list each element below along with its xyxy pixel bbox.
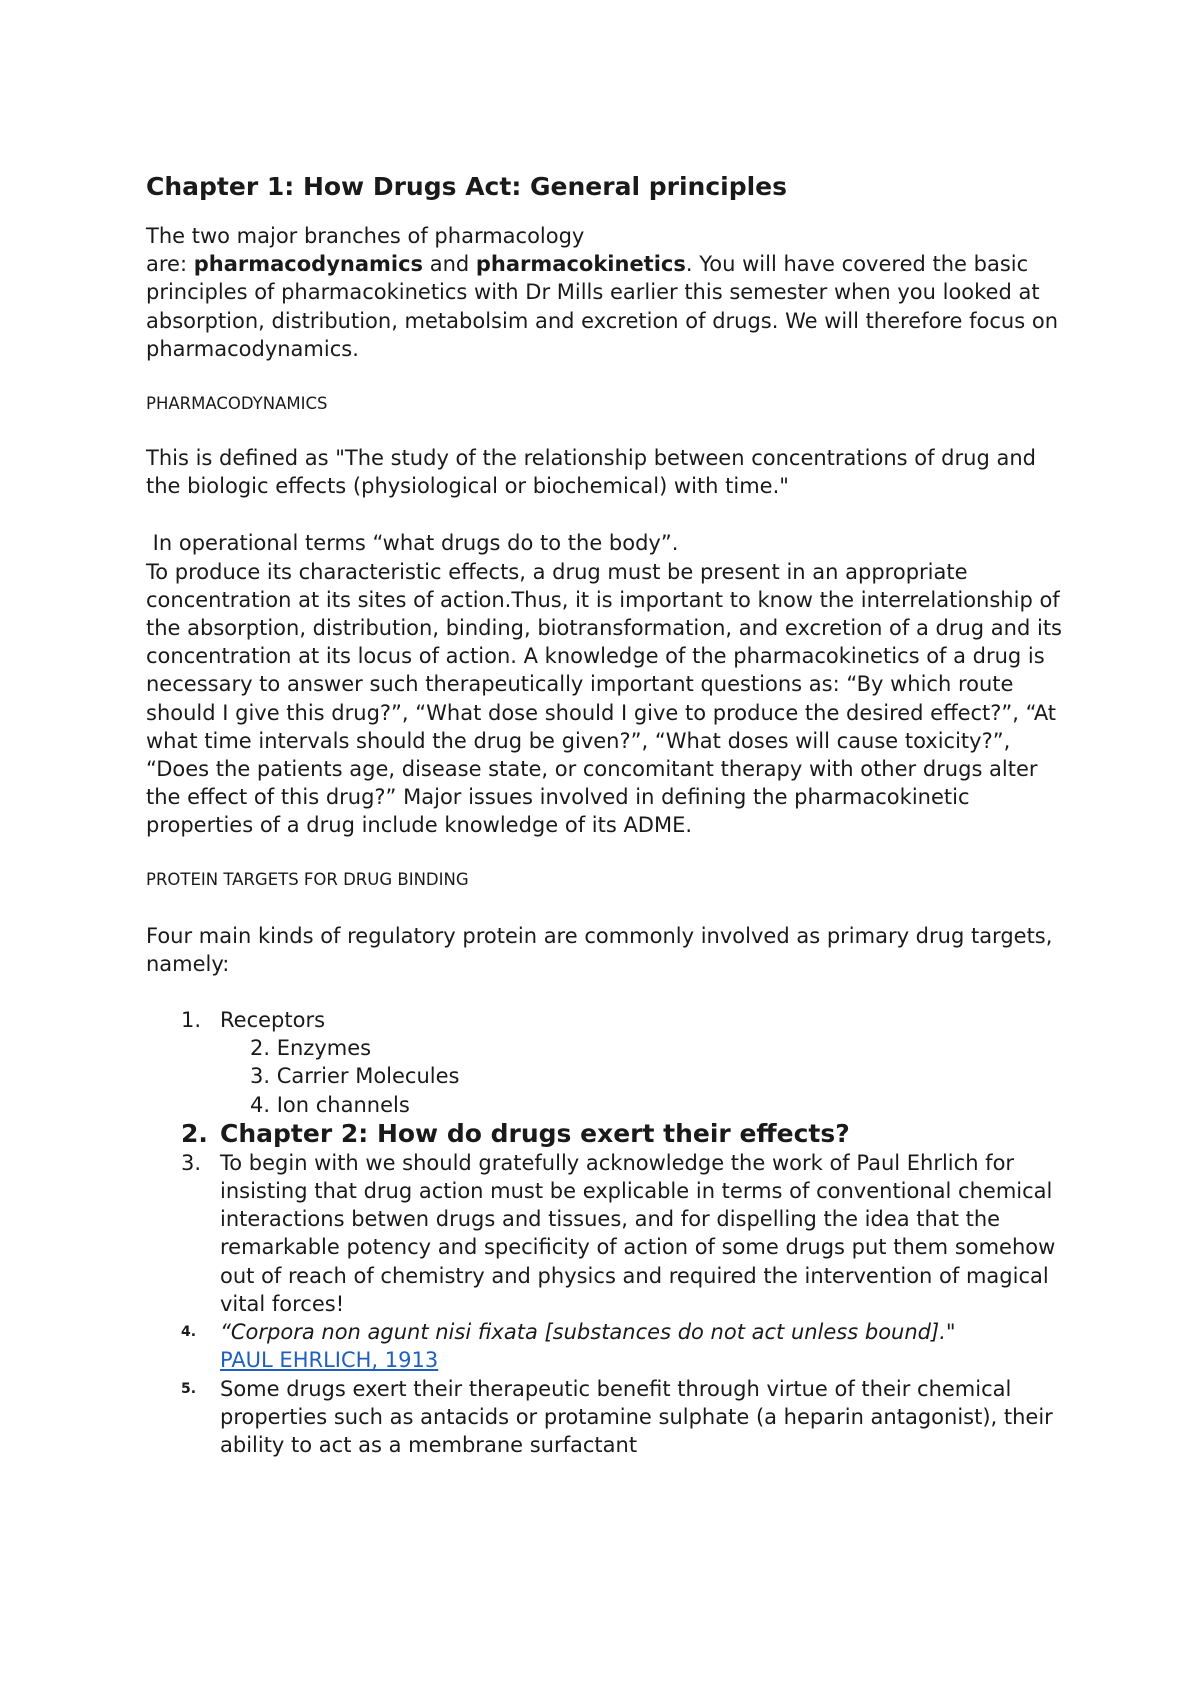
list-number: 2. (181, 1118, 208, 1148)
intro-and: and (423, 252, 476, 277)
protein-targets-intro: Four main kinds of regulatory protein are commonly involved as primary drug targets, namely: (146, 923, 1053, 976)
list-number: 5. (181, 1380, 197, 1397)
chapter-1-title: Chapter 1: How Drugs Act: General principles (146, 172, 788, 201)
intro-prefix: are: (146, 252, 194, 277)
ehrlich-quote: “Corpora non agunt nisi fixata [substances do not act unless bound]. (220, 1320, 946, 1345)
pharmacodynamics-definition: This is defined as "The study of the relationship between concentrations of drug and the biologic effects (physiological or biochemical) with time." (146, 446, 1036, 499)
document-page (146, 170, 1076, 1459)
chapter-2-title: Chapter 2: How do drugs exert their effects? (220, 1118, 850, 1148)
list-item: 4. Ion channels (250, 1092, 410, 1117)
pharmacodynamics-heading: PHARMACODYNAMICS (146, 394, 328, 414)
list-item: 3. Carrier Molecules (250, 1064, 460, 1089)
term-pharmacokinetics: pharmacokinetics (475, 252, 686, 277)
list-item (146, 1149, 1076, 1318)
numbered-list (146, 1006, 1076, 1459)
intro-line-1: The two major branches of pharmacology (146, 224, 585, 248)
intro-paragraph (146, 222, 1076, 363)
list-item (146, 1318, 1076, 1374)
quote-close: " (945, 1320, 956, 1345)
list-item: 2. Enzymes (250, 1036, 372, 1061)
list-item (146, 1006, 1076, 1034)
chapter-2-title-row (146, 1119, 1076, 1149)
intro-rest: . You will have covered the basic principles of pharmacokinetics with Dr Mills earlier this semester when you looked at absorption, distribution, metabolsim and excretion of drugs. We will therefore focus on pharmacodynamics. (146, 252, 1059, 361)
list-number: 1. (181, 1008, 202, 1033)
pharmacokinetics-paragraph: To produce its characteristic effects, a drug must be present in an appropriate concentration at its sites of action.Thus, it is important to know the interrelationship of the absorption, distribution, binding, biotransformation, and excretion of a drug and its concentration at its locus of action. A knowledge of the pharmacokinetics of a drug is necessary to answer such therapeutically important questions as: “By which route should I give this drug?”, “What dose should I give to produce the desired effect?”, “At what time intervals should the drug be given?”, “What doses will cause toxicity?”, “Does the patients age, disease state, or concomitant therapy with other drugs alter the effect of this drug?” Major issues involved in defining the pharmacokinetic properties of a drug include knowledge of its ADME. (146, 559, 1062, 838)
term-pharmacodynamics: pharmacodynamics (193, 252, 424, 277)
protein-targets-heading: PROTEIN TARGETS FOR DRUG BINDING (146, 869, 469, 889)
list-item (146, 1375, 1076, 1460)
drug-properties-paragraph: Some drugs exert their therapeutic benefit through virtue of their chemical properties such as antacids or protamine sulphate (a heparin antagonist), their ability to act as a membrane surfactant (220, 1376, 1053, 1457)
list-number: 3. (181, 1150, 202, 1175)
list-number: 4. (181, 1324, 197, 1341)
operational-definition: In operational terms “what drugs do to the body”. (146, 531, 679, 556)
ehrlich-attribution-link[interactable]: PAUL EHRLICH, 1913 (220, 1348, 439, 1373)
list-item-text: Receptors (220, 1008, 326, 1033)
ehrlich-paragraph: To begin with we should gratefully acknowledge the work of Paul Ehrlich for insisting that drug action must be explicable in terms of conventional chemical interactions betwen drugs and tissues, and for dispelling the idea that the remarkable potency and specificity of action of some drugs put them somehow out of reach of chemistry and physics and required the intervention of magical vital forces! (220, 1150, 1056, 1316)
